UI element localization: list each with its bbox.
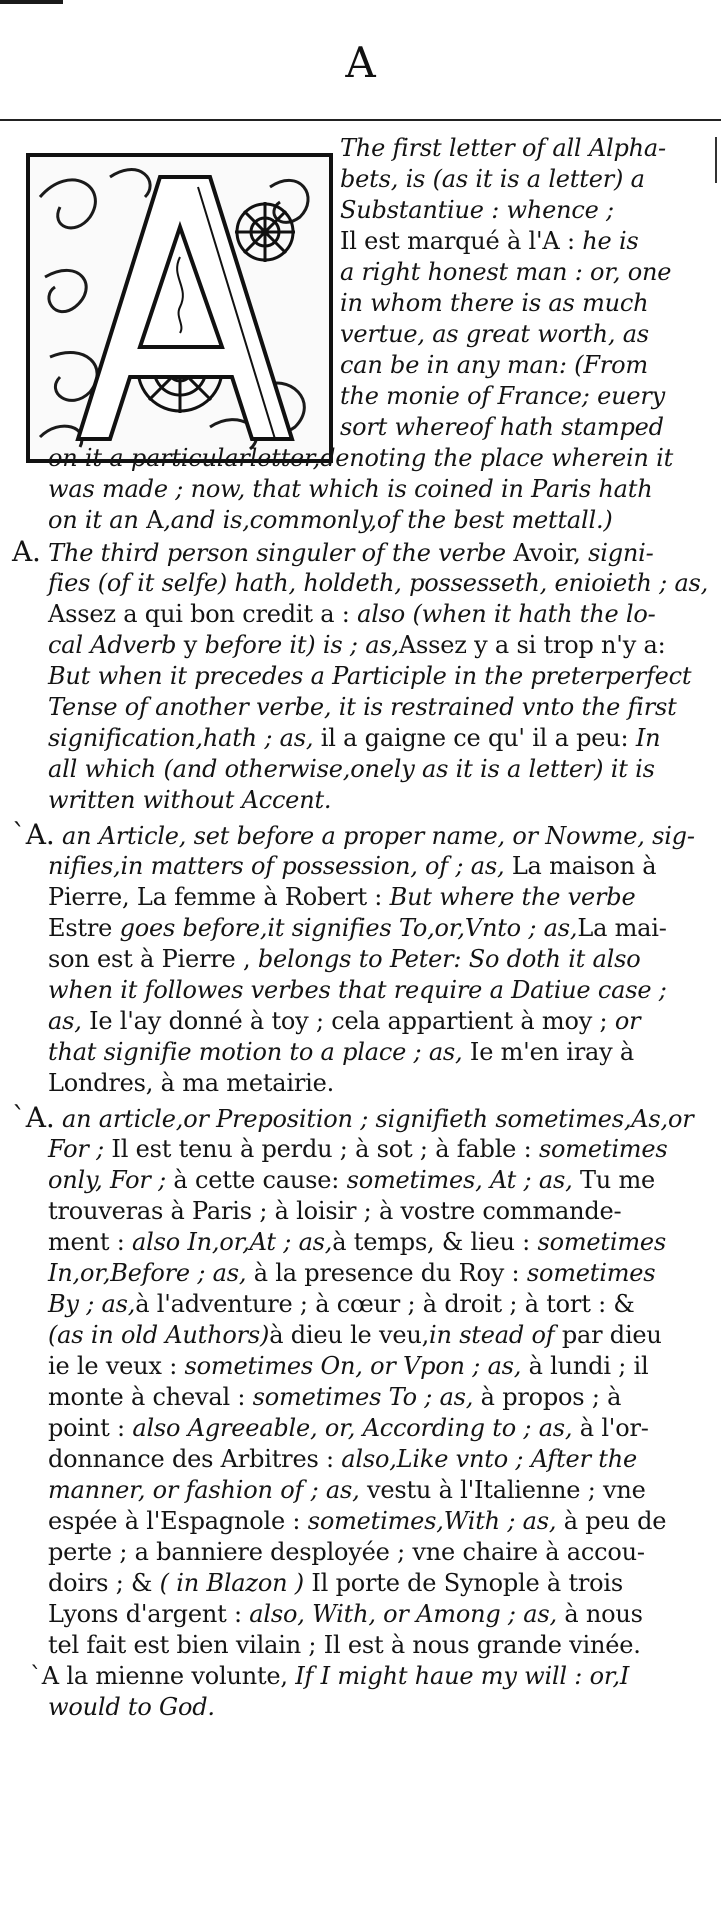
entry-line: `A. an article,or Preposition ; signifieth sometimes,As,or	[12, 1101, 694, 1134]
entry-line: on it an A,and is,commonly,of the best mettall.)	[48, 506, 613, 534]
entry-line: Tense of another verbe, it is restrained vnto the first	[48, 693, 677, 721]
entry-line: Londres, à ma metairie.	[48, 1069, 335, 1097]
entry-line: signification,hath ; as, il a gaigne ce qu' il a peu: In	[48, 724, 661, 752]
entry-line: manner, or fashion of ; as, vestu à l'Italienne ; vne	[48, 1476, 646, 1504]
entry-line: perte ; a banniere desployée ; vne chaire à accou-	[48, 1538, 645, 1566]
decorated-initial-a	[26, 153, 333, 463]
entry-line: But when it precedes a Participle in the preterperfect	[48, 662, 692, 690]
entry-line: only, For ; à cette cause: sometimes, At ; as, Tu me	[48, 1166, 656, 1194]
entry-line: tel fait est bien vilain ; Il est à nous grande vinée.	[48, 1631, 641, 1659]
entry-line: all which (and otherwise,onely as it is a letter) it is	[48, 755, 655, 783]
page-header-letter: A	[345, 38, 376, 87]
margin-mark	[715, 137, 717, 183]
entry-line: was made ; now, that which is coined in Paris hath	[48, 475, 653, 503]
entry-line: monte à cheval : sometimes To ; as, à propos ; à	[48, 1383, 622, 1411]
entry-line: By ; as,à l'adventure ; à cœur ; à droit ; à tort : &	[48, 1290, 635, 1318]
entry-line: the monie of France; euery	[340, 382, 666, 410]
entry-line: a right honest man : or, one	[340, 258, 672, 286]
entry-line: that signifie motion to a place ; as, Ie m'en iray à	[48, 1038, 635, 1066]
entry-line: fies (of it selfe) hath, holdeth, possesseth, enioieth ; as,	[48, 569, 709, 597]
entry-line: can be in any man: (From	[340, 351, 648, 379]
entry-line: as, Ie l'ay donné à toy ; cela appartient à moy ; or	[48, 1007, 641, 1035]
header-rule	[0, 119, 721, 121]
entry-line: nifies,in matters of possession, of ; as, La maison à	[48, 852, 657, 880]
entry-line: In,or,Before ; as, à la presence du Roy : sometimes	[48, 1259, 656, 1287]
entry-line: espée à l'Espagnole : sometimes,With ; as, à peu de	[48, 1507, 667, 1535]
entry-line: sort whereof hath stamped	[340, 413, 664, 441]
entry-line: trouveras à Paris ; à loisir ; à vostre commande-	[48, 1197, 622, 1225]
entry-line: donnance des Arbitres : also,Like vnto ; After the	[48, 1445, 637, 1473]
entry-line: (as in old Authors)à dieu le veu,in stead of par dieu	[48, 1321, 662, 1349]
entry-line: Assez a qui bon credit a : also (when it hath the lo-	[48, 600, 656, 628]
entry-line: doirs ; & ( in Blazon ) Il porte de Synople à trois	[48, 1569, 623, 1597]
entry-line: `A. an Article, set before a proper name, or Nowme, sig-	[12, 818, 695, 851]
entry-line: `A la mienne volunte, If I might haue my will : or,I	[30, 1662, 630, 1690]
entry-line: when it followes verbes that require a Datiue case ;	[48, 976, 667, 1004]
entry-line: vertue, as great worth, as	[340, 320, 649, 348]
entry-line: point : also Agreeable, or, According to ; as, à l'or-	[48, 1414, 649, 1442]
entry-line: son est à Pierre , belongs to Peter: So doth it also	[48, 945, 641, 973]
entry-line: Il est marqué à l'A : he is	[340, 227, 639, 255]
entry-line: bets, is (as it is a letter) a	[340, 165, 645, 193]
entry-line: on it a particularletter,denoting the place wherein it	[48, 444, 674, 472]
entry-line: ment : also In,or,At ; as,à temps, & lieu : sometimes	[48, 1228, 667, 1256]
entry-line: Estre goes before,it signifies To,or,Vnto ; as,La mai-	[48, 914, 667, 942]
top-rule	[0, 0, 63, 4]
entry-line: written without Accent.	[48, 786, 332, 814]
entry-line: For ; Il est tenu à perdu ; à sot ; à fable : sometimes	[48, 1135, 668, 1163]
entry-line: ie le veux : sometimes On, or Vpon ; as, à lundi ; il	[48, 1352, 649, 1380]
entry-line: Substantiue : whence ;	[340, 196, 614, 224]
entry-line: Pierre, La femme à Robert : But where the verbe	[48, 883, 636, 911]
entry-line: Lyons d'argent : also, With, or Among ; as, à nous	[48, 1600, 643, 1628]
entry-line: A. The third person singuler of the verbe Avoir, signi-	[12, 535, 654, 568]
entry-line: cal Adverb y before it) is ; as,Assez y a si trop n'y a:	[48, 631, 666, 659]
entry-line: in whom there is as much	[340, 289, 649, 317]
floral-initial-a-image	[30, 157, 329, 459]
entry-line: would to God.	[48, 1693, 215, 1721]
entry-line: The first letter of all Alpha-	[340, 134, 666, 162]
